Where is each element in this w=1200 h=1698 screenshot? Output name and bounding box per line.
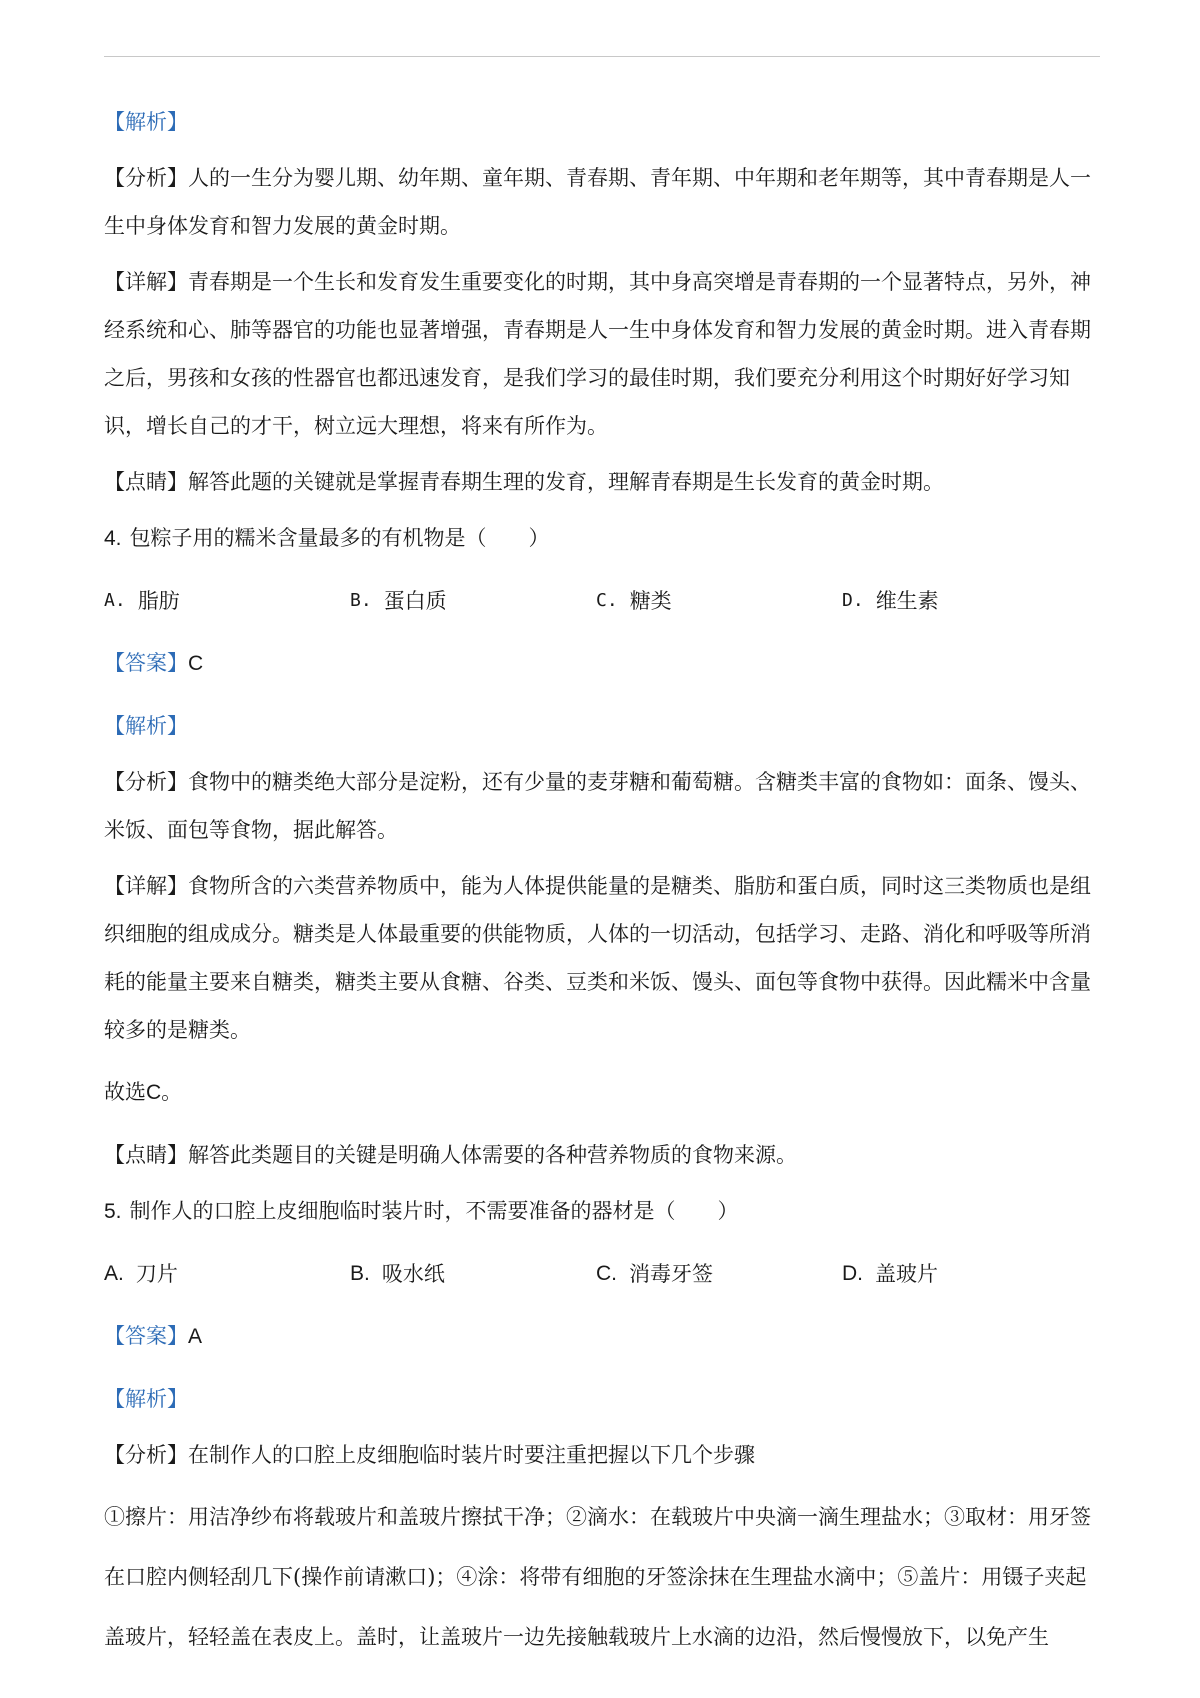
document-content xyxy=(104,98,1100,1667)
q4-option-a-text: 脂肪 xyxy=(137,589,180,613)
q4-option-b-letter: B. xyxy=(350,590,372,611)
q4-options xyxy=(104,577,1100,625)
q5-option-d-text: 盖玻片 xyxy=(875,1262,938,1286)
q3-analysis-heading xyxy=(104,98,1100,146)
q4-option-d xyxy=(842,577,1088,625)
dianjing-label: 【点睛】 xyxy=(104,1143,188,1167)
q4-fenxi-paragraph xyxy=(104,758,1100,854)
q5-option-c-text: 消毒牙签 xyxy=(629,1262,713,1286)
jiexi-label: 【解析】 xyxy=(104,110,188,134)
q5-steps-paragraph xyxy=(104,1487,1100,1667)
jiexi-label: 【解析】 xyxy=(104,714,188,738)
header-divider xyxy=(104,56,1100,57)
q5-steps-text: ①擦片：用洁净纱布将载玻片和盖玻片擦拭干净；②滴水：在载玻片中央滴一滴生理盐水；③取材：用牙签在口腔内侧轻刮几下(操作前请漱口)；④涂：将带有细胞的牙签涂抹在生理盐水滴中；⑤盖片：用镊子夹起盖玻片，轻轻盖在表皮上。盖时，让盖玻片一边先接触载玻片上水滴的边沿，然后慢慢放下，以免产生 xyxy=(104,1505,1091,1649)
q4-option-d-text: 维生素 xyxy=(875,589,939,613)
q4-stem xyxy=(104,514,1100,563)
q4-conclusion xyxy=(104,1068,1100,1117)
q4-fenxi-text: 食物中的糖类绝大部分是淀粉，还有少量的麦芽糖和葡萄糖。含糖类丰富的食物如：面条、馒头、米饭、面包等食物，据此解答。 xyxy=(104,770,1091,842)
fenxi-label: 【分析】 xyxy=(104,770,188,794)
q4-conclusion-letter: C xyxy=(146,1081,162,1104)
q4-dianjing-text: 解答此类题目的关键是明确人体需要的各种营养物质的食物来源。 xyxy=(188,1143,797,1167)
q4-analysis-heading xyxy=(104,702,1100,750)
q4-option-c-letter: C. xyxy=(596,590,618,611)
fenxi-label: 【分析】 xyxy=(104,166,188,190)
q5-option-d-letter: D. xyxy=(842,1262,863,1285)
q3-dianjing-paragraph xyxy=(104,458,1100,506)
q5-analysis-heading xyxy=(104,1375,1100,1423)
q4-option-b-text: 蛋白质 xyxy=(383,589,447,613)
q4-number: 4. xyxy=(104,527,122,550)
q5-stem xyxy=(104,1187,1100,1236)
q5-option-c xyxy=(596,1250,842,1298)
q3-dianjing-text: 解答此题的关键就是掌握青春期生理的发育，理解青春期是生长发育的黄金时期。 xyxy=(188,470,944,494)
q5-answer xyxy=(104,1312,1100,1361)
q5-option-b-text: 吸水纸 xyxy=(381,1262,445,1286)
q5-option-a-text: 刀片 xyxy=(135,1262,178,1286)
q3-xiangjie-paragraph xyxy=(104,258,1100,450)
q5-option-a-letter: A. xyxy=(104,1262,124,1285)
q5-option-a xyxy=(104,1250,350,1298)
q4-option-c xyxy=(596,577,842,625)
dianjing-label: 【点睛】 xyxy=(104,470,188,494)
q5-option-b xyxy=(350,1250,596,1298)
fenxi-label: 【分析】 xyxy=(104,1443,188,1467)
q5-fenxi-paragraph xyxy=(104,1431,1100,1479)
q4-xiangjie-text: 食物所含的六类营养物质中，能为人体提供能量的是糖类、脂肪和蛋白质，同时这三类物质也是组织细胞的组成成分。糖类是人体最重要的供能物质，人体的一切活动，包括学习、走路、消化和呼吸等所消耗的能量主要来自糖类，糖类主要从食糖、谷类、豆类和米饭、馒头、面包等食物中获得。因此糯米中含量较多的是糖类。 xyxy=(104,874,1091,1042)
q4-conclusion-suffix: 。 xyxy=(161,1080,183,1104)
q4-dianjing-paragraph xyxy=(104,1131,1100,1179)
q3-fenxi-paragraph xyxy=(104,154,1100,250)
q4-option-d-letter: D. xyxy=(842,590,864,611)
q5-fenxi-text: 在制作人的口腔上皮细胞临时装片时要注重把握以下几个步骤 xyxy=(188,1443,755,1467)
q4-option-c-text: 糖类 xyxy=(629,589,672,613)
daan-label: 【答案】 xyxy=(104,651,188,675)
q5-option-c-letter: C. xyxy=(596,1262,617,1285)
jiexi-label: 【解析】 xyxy=(104,1387,188,1411)
q3-fenxi-text: 人的一生分为婴儿期、幼年期、童年期、青春期、青年期、中年期和老年期等，其中青春期是人一生中身体发育和智力发展的黄金时期。 xyxy=(104,166,1091,238)
xiangjie-label: 【详解】 xyxy=(104,270,188,294)
q5-number: 5. xyxy=(104,1200,122,1223)
q5-options xyxy=(104,1250,1100,1298)
q5-option-d xyxy=(842,1250,1088,1298)
q4-conclusion-prefix: 故选 xyxy=(104,1080,146,1104)
q4-option-a-letter: A. xyxy=(104,590,126,611)
xiangjie-label: 【详解】 xyxy=(104,874,188,898)
q4-stem-text: 包粽子用的糯米含量最多的有机物是（ ） xyxy=(129,526,550,550)
q4-answer xyxy=(104,639,1100,688)
q5-stem-text: 制作人的口腔上皮细胞临时装片时，不需要准备的器材是（ ） xyxy=(129,1199,739,1223)
q3-xiangjie-text: 青春期是一个生长和发育发生重要变化的时期，其中身高突增是青春期的一个显著特点，另外，神经系统和心、肺等器官的功能也显著增强，青春期是人一生中身体发育和智力发展的黄金时期。进入青春期之后，男孩和女孩的性器官也都迅速发育，是我们学习的最佳时期，我们要充分利用这个时期好好学习知识，增长自己的才干，树立远大理想，将来有所作为。 xyxy=(104,270,1091,438)
q4-answer-value: C xyxy=(188,652,204,675)
q4-xiangjie-paragraph xyxy=(104,862,1100,1054)
q4-option-b xyxy=(350,577,596,625)
daan-label: 【答案】 xyxy=(104,1324,188,1348)
q5-answer-value: A xyxy=(188,1325,203,1348)
q4-option-a xyxy=(104,577,350,625)
q5-option-b-letter: B. xyxy=(350,1262,370,1285)
